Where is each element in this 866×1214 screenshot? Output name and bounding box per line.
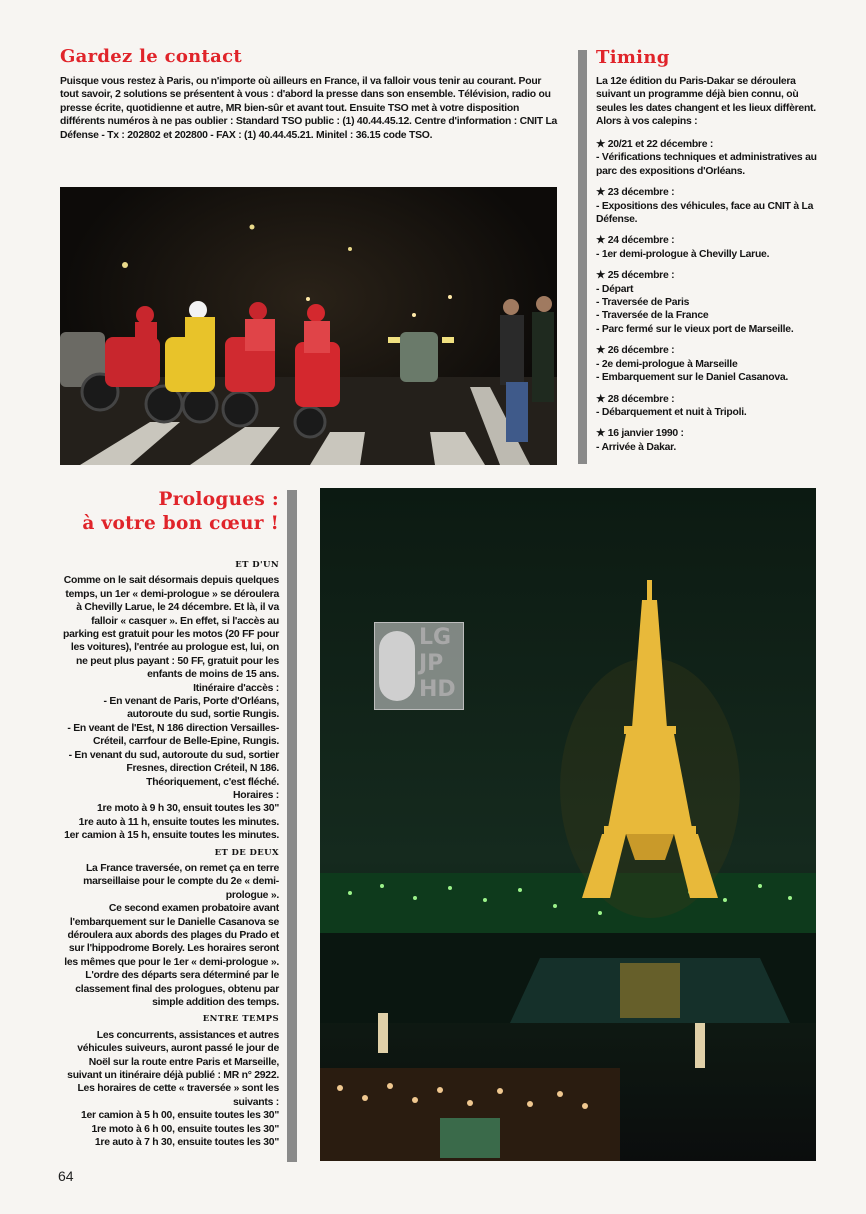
page-number: 64 xyxy=(58,1168,74,1184)
timing-entry xyxy=(596,234,818,261)
subhead-et-de-deux: ET DE DEUX xyxy=(214,847,279,858)
timing-intro: La 12e édition du Paris-Dakar se déroulera suivant un programme déjà bien connu, où seules les dates changent et les lieux diffèrent. Alors à vos calepins : xyxy=(596,76,816,128)
timing-date: ★ 28 décembre : xyxy=(596,393,675,405)
watermark-line2: JP xyxy=(419,651,444,676)
watermark-line3: HD xyxy=(419,677,456,702)
contact-text: Puisque vous restez à Paris, ou n'importe où ailleurs en France, il va falloir vous tenir au courant. Pour tout savoir, 2 solutions se présentent à vous : d'abord la presse dans son ensemble. Télévision, radio ou presse écrite, quotidienne et autre, MR bien-sûr et avant tout. Ensuite TSO met à votre disposition différents numéros à ne pas oublier : Standard TSO public : (1) 40.44.45.12. Centre d'information : CNIT La Défense - Tx : 202802 et 202800 - FAX : (1) 40.44.45.21. Minitel : 36.15 code TSO. xyxy=(60,76,558,141)
timing-date: ★ 24 décembre : xyxy=(596,235,675,247)
prologue-para-10: 1er camion à 15 h, ensuite toutes les minutes. xyxy=(64,830,279,842)
prologue-para-q1: La France traversée, on remet ça en terre marseillaise pour le compte du 2e « demi-prologue ». xyxy=(83,862,279,901)
timing-date: ★ 20/21 et 22 décembre : xyxy=(596,139,714,150)
watermark-line1: LG xyxy=(419,625,452,650)
timing-date: ★ 25 décembre : xyxy=(596,270,675,282)
contact-title: Gardez le contact xyxy=(60,46,243,67)
timing-title: Timing xyxy=(596,47,670,68)
timing-date: ★ 23 décembre : xyxy=(596,187,675,199)
prologue-para-5: - En venant du sud, autoroute du sud, sortier Fresnes, direction Créteil, N 186. xyxy=(68,749,279,775)
prologue-para-q2: Ce second examen probatoire avant l'embarquement sur le Danielle Casanova se déroulera aux abords des plages du Prado et sur l'hippodrome Borely. Les horaires seront les mêmes que pour le 1er « demi-prologue ». L'ordre des départs sera déterminé par le classement final des prologues, obtenu par simple addition des temps. xyxy=(64,903,279,1008)
timing-entry xyxy=(596,269,818,336)
prologue-para-1: Comme on le sait désormais depuis quelques temps, un 1er « demi-prologue » se déroulera à Chevilly Larue, le 24 décembre. Et là, il va falloir « casquer ». En effet, si l'accès au parking est gratuit pour les motos (20 FF pour les voitures), l'entrée au prologue est, lui, on ne peut plus payant : 50 FF, gratuit pour les enfants de moins de 15 ans. xyxy=(63,575,279,681)
timing-line: - Traversée de la France xyxy=(596,310,709,322)
prologue-para-r1: Les concurrents, assistances et autres véhicules suiveurs, auront passé le jour de Noël sur la route entre Paris et Marseille, suivant un itinéraire déjà publié : MR n° 2922. xyxy=(67,1029,279,1082)
timing-divider xyxy=(578,50,587,464)
watermark-logo xyxy=(374,622,464,710)
timing-line: - Débarquement et nuit à Tripoli. xyxy=(596,406,747,418)
prologues-divider xyxy=(287,490,297,1162)
eiffel-tower-photo xyxy=(320,488,816,1161)
timing-list xyxy=(596,138,818,454)
prologue-para-r5: 1re auto à 7 h 30, ensuite toutes les 30" xyxy=(94,1137,279,1149)
prologue-para-6: Théoriquement, c'est fléché. xyxy=(146,776,279,788)
timing-entry xyxy=(596,186,818,226)
prologue-para-8: 1re moto à 9 h 30, ensuit toutes les 30" xyxy=(96,803,279,815)
prologue-para-3: - En venant de Paris, Porte d'Orléans, autoroute du sud, sortie Rungis. xyxy=(103,696,279,721)
prologue-para-7: Horaires : xyxy=(232,789,279,801)
timing-line: - Traversée de Paris xyxy=(596,297,690,309)
prologues-body xyxy=(60,555,279,1149)
timing-entry xyxy=(596,393,818,420)
timing-date: ★ 26 décembre : xyxy=(596,345,675,357)
subhead-entre-temps: ENTRE TEMPS xyxy=(202,1014,279,1025)
timing-line: - Expositions des véhicules, face au CNIT à La Défense. xyxy=(596,200,814,226)
prologues-title-line2: à votre bon cœur ! xyxy=(82,513,279,534)
timing-line: - Arrivée à Dakar. xyxy=(596,441,677,453)
prologue-para-r3: 1er camion à 5 h 00, ensuite toutes les 30" xyxy=(80,1110,279,1122)
prologue-para-2: Itinéraire d'accès : xyxy=(193,682,279,694)
prologues-heading xyxy=(60,488,279,536)
watermark-face-icon xyxy=(379,631,415,701)
subhead-et-d-un: ET D'UN xyxy=(235,560,279,570)
timing-line: - Parc fermé sur le vieux port de Marseille. xyxy=(596,323,794,335)
prologue-para-9: 1re auto à 11 h, ensuite toutes les minutes. xyxy=(78,816,279,828)
prologue-para-r4: 1re moto à 6 h 00, ensuite toutes les 30" xyxy=(91,1123,279,1135)
timing-date: ★ 16 janvier 1990 : xyxy=(596,428,684,440)
timing-entry xyxy=(596,344,818,384)
prologue-para-r2: Les horaires de cette « traversée » sont les suivants : xyxy=(77,1083,279,1108)
timing-line: - 2e demi-prologue à Marseille xyxy=(596,358,738,370)
timing-entry xyxy=(596,138,818,178)
prologues-title-line1: Prologues : xyxy=(158,489,279,510)
timing-line: - Départ xyxy=(596,283,634,295)
prologue-para-4: - En veant de l'Est, N 186 direction Versailles-Créteil, carrfour de Belle-Epine, Rungis. xyxy=(67,722,279,748)
timing-entry xyxy=(596,427,818,454)
eiffel-tower-icon xyxy=(320,488,816,1161)
motorbike-photo xyxy=(60,187,557,465)
timing-line: - 1er demi-prologue à Chevilly Larue. xyxy=(596,248,770,260)
timing-line: - Embarquement sur le Daniel Casanova. xyxy=(596,372,789,384)
timing-line: - Vérifications techniques et administratives au parc des expositions d'Orléans. xyxy=(596,152,817,177)
motorbike-scene-icon xyxy=(60,187,557,465)
